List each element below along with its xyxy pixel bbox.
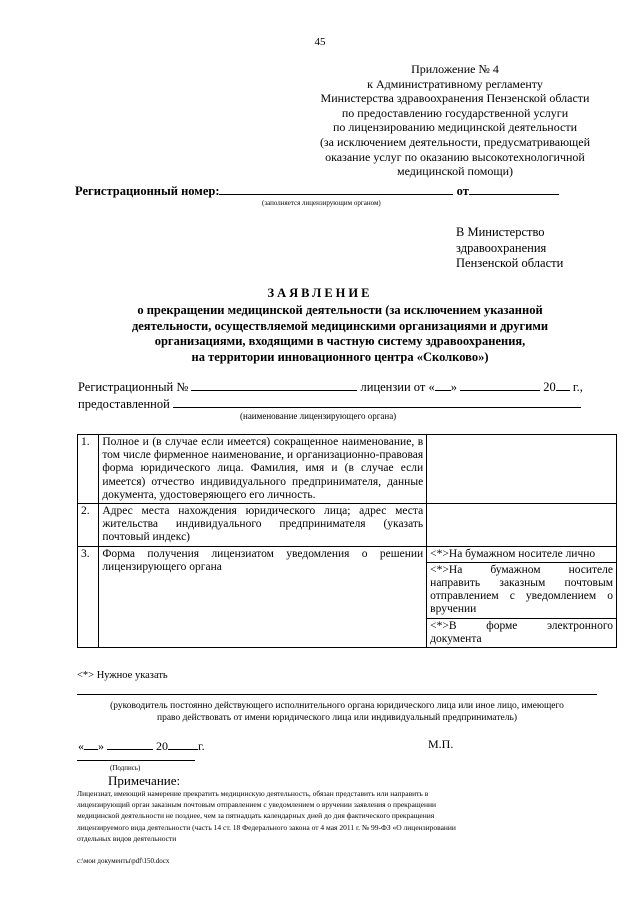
sign-day-field[interactable] — [84, 737, 98, 750]
subtitle-line: на территории инновационного центра «Сколково») — [191, 349, 489, 364]
row-description: Адрес места нахождения юридического лица; адрес места жительства индивидуального предпринимателя (указать почтовый индекс) — [99, 504, 427, 547]
note-title: Примечание: — [108, 773, 181, 788]
row-number: 1. — [78, 435, 99, 504]
date-close-quote: » — [98, 739, 104, 753]
license-day-field[interactable] — [435, 378, 451, 391]
registration-number-line — [75, 182, 559, 199]
head-caption — [77, 700, 597, 724]
subtitle-line: деятельности, осуществляемой медицинскими организациями и другими — [131, 318, 549, 333]
file-path: c:\мои документы\pdf\150.docx — [77, 857, 170, 865]
registration-number-field[interactable] — [219, 182, 453, 195]
option-paper-in-person[interactable]: <*>На бумажном носителе лично — [427, 547, 616, 563]
license-year-field[interactable] — [556, 378, 570, 391]
note-line: Лицензиат, имеющий намерение прекратить медицинскую деятельность, обязан представить или направить в — [77, 789, 429, 798]
registration-label: Регистрационный номер: — [75, 184, 220, 198]
year-suffix: г., — [569, 380, 583, 394]
recipient-line: здравоохранения — [456, 240, 547, 255]
license-date-label: лицензии от « — [360, 380, 435, 394]
subtitle-line: о прекращении медицинской деятельности (за исключением указанной — [137, 303, 543, 317]
appendix-line: Министерства здравоохранения Пензенской области — [320, 91, 590, 106]
head-signature-line[interactable] — [77, 694, 597, 695]
footnote: <*> Нужное указать — [77, 670, 168, 681]
sign-year-field[interactable] — [168, 737, 198, 750]
appendix-line: по предоставлению государственной услуги — [341, 105, 569, 120]
quote-close: » — [450, 380, 457, 394]
table-row — [78, 504, 617, 547]
table-row — [78, 435, 617, 504]
row-number: 2. — [78, 504, 99, 547]
sign-year-prefix: 20 — [156, 739, 168, 753]
year-prefix: 20 — [543, 380, 556, 394]
note-line: медицинской деятельности не позднее, чем за пятнадцать календарных дней до дня фактического прекращения — [77, 811, 435, 821]
note-text — [77, 788, 456, 844]
appendix-line: оказание услуг по оказанию высокотехнологичной — [325, 149, 585, 164]
provided-by-row — [78, 395, 581, 412]
license-reg-label: Регистрационный № — [78, 380, 189, 394]
table-row — [78, 546, 617, 647]
appendix-line: медицинской помощи) — [397, 164, 513, 179]
appendix-line: к Административному регламенту — [367, 76, 543, 91]
recipient-line: В Министерство — [456, 225, 545, 239]
registration-from-label: от — [456, 184, 469, 198]
registration-caption: (заполняется лицензирующим органом) — [262, 199, 381, 207]
row-number: 3. — [78, 546, 99, 647]
head-caption-line: право действовать от имени юридического лица или индивидуальный предприниматель) — [157, 713, 517, 723]
option-paper-by-mail[interactable]: <*>На бумажном носителе направить заказным почтовым отправлением с уведомлением о вручении — [427, 563, 616, 619]
recipient-block — [456, 225, 563, 272]
row-answer-cell[interactable] — [427, 435, 617, 504]
licensing-authority-field[interactable] — [173, 395, 581, 408]
subtitle-line: организациями, входящими в частную систему здравоохранения, — [154, 334, 526, 348]
option-electronic[interactable]: <*>В форме электронного документа — [430, 619, 613, 645]
page-number: 45 — [314, 36, 326, 48]
appendix-line: по лицензированию медицинской деятельности — [332, 120, 578, 135]
org-caption: (наименование лицензирующего органа) — [240, 411, 397, 421]
license-reg-number-field[interactable] — [191, 378, 357, 391]
registration-date-field[interactable] — [469, 182, 559, 195]
appendix-header — [300, 62, 610, 179]
signature-line[interactable] — [77, 760, 195, 761]
row-description: Форма получения лицензиатом уведомления о решении лицензирующего органа — [99, 546, 427, 647]
license-registration-row — [78, 378, 583, 395]
note-line: отдельных видов деятельности — [77, 833, 177, 843]
signature-date-line — [78, 737, 205, 754]
row-answer-cell[interactable] — [427, 504, 617, 547]
recipient-line: Пензенской области — [456, 256, 564, 270]
head-caption-line: (руководитель постоянно действующего исполнительного органа юридического лица или иное лицо, имеющего — [110, 701, 564, 711]
note-line: лицензируемого вида деятельности (часть 14 ст. 18 Федерального закона от 4 мая 2011 г. № 99-ФЗ «О лицензировании — [77, 822, 456, 832]
license-month-field[interactable] — [460, 378, 540, 391]
row-options-cell — [427, 546, 617, 647]
date-open-quote: « — [78, 739, 84, 753]
document-subtitle — [60, 303, 620, 365]
stamp-place: М.П. — [428, 737, 454, 751]
appendix-line: Приложение № 4 — [411, 62, 499, 76]
sign-year-suffix: г. — [198, 739, 205, 753]
row-description: Полное и (в случае если имеется) сокращенное наименование, в том числе фирменное наименование, и организационно-правовая форма юридического лица. Фамилия, имя и (в случае если имеется) отчество индивидуального предпринимателя, данные документа, удостоверяющего его личность. — [99, 435, 427, 504]
sign-month-field[interactable] — [107, 737, 153, 750]
signature-caption: (Подпись) — [110, 764, 141, 772]
appendix-line: (за исключением деятельности, предусматривающей — [319, 134, 591, 149]
document-title: ЗАЯВЛЕНИЕ — [267, 286, 373, 300]
note-line: лицензирующий орган заказным почтовым отправлением с уведомлением о вручении заявления о прекращении — [77, 800, 437, 810]
application-table — [77, 434, 617, 648]
provided-label: предоставленной — [78, 397, 170, 411]
